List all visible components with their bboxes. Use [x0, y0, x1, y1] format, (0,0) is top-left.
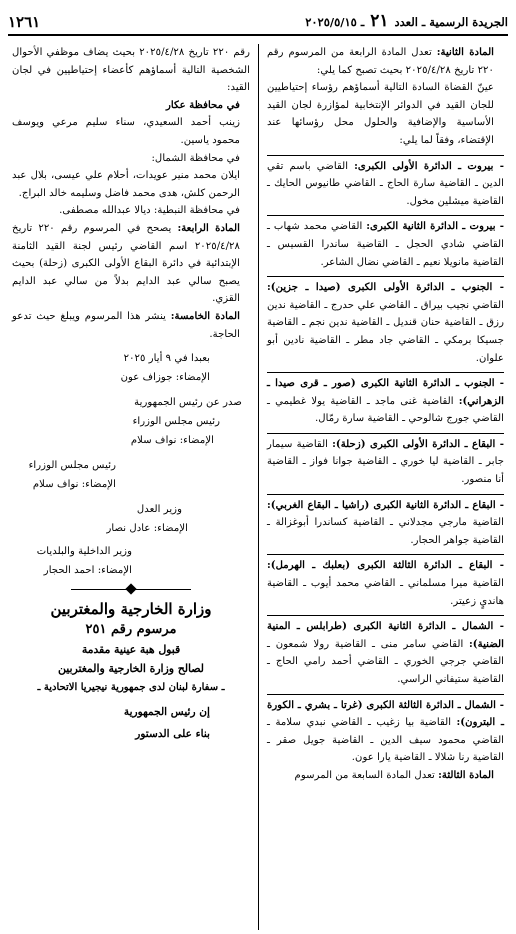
paragraph-text: تعدل المادة السابعة من المرسوم — [294, 769, 439, 781]
article-five-label: المادة الخامسة: — [170, 309, 240, 322]
paragraph-r3 — [267, 155, 504, 211]
paragraph-text: تعدل المادة الرابعة من المرسوم رقم ٢٢٠ تاريخ ٢٠٢٥/٤/٢٨ بحيث تصبح كما يلي: — [267, 47, 494, 76]
paragraph-r10 — [267, 615, 504, 688]
paragraph-r11 — [267, 694, 504, 767]
paragraph-r7 — [267, 433, 504, 489]
paragraph-r8 — [267, 494, 504, 550]
akkar-names: زينب أحمد السعيدي، سناء سليم مرعي ويوسف محمود ياسين. — [12, 117, 240, 146]
pm2-title: رئيس مجلس الوزراء — [28, 460, 116, 472]
paragraph-text: القاضية سيمار جابر ـ القاضية ليا خوري ـ القاضية جوانا فواز ـ القاضية أنا منصور. — [267, 438, 504, 486]
ministry-title: وزارة الخارجية والمغتربين — [50, 600, 212, 619]
paragraph-label: المادة الثانية: — [436, 46, 495, 58]
pm-title: رئيس مجلس الوزراء — [132, 416, 220, 428]
section-divider — [12, 584, 250, 594]
paragraph-label: - الجنوب ـ الدائرة الثانية الكبرى (صور ـ قرى صيدا ـ الزهراني): — [267, 377, 504, 407]
page-number: ١٢٦١ — [8, 13, 41, 31]
article-four — [12, 220, 250, 308]
paragraph-label: - البقاع ـ الدائرة الثانية الكبرى (راشيا ـ البقاع الغربي): — [267, 498, 504, 511]
right-column — [258, 44, 508, 930]
gazette-title — [305, 11, 508, 31]
paragraph-r2 — [267, 79, 504, 149]
article-five-text: ينشر هذا المرسوم ويبلغ حيث تدعو الحاجة. — [12, 310, 240, 340]
paragraph-r12 — [267, 767, 504, 785]
decree-subject-line-3: ـ سفارة لبنان لدى جمهورية نيجيريا الاتحادية ـ — [37, 682, 225, 694]
paragraph-r4 — [267, 215, 504, 271]
gazette-title-prefix: الجريدة الرسمية ـ العدد — [394, 15, 508, 29]
members-intro: رقم ٢٢٠ تاريخ ٢٠٢٥/٤/٢٨ بحيث يضاف موظفي الأحوال الشخصية التالية أسماؤهم كأعضاء إحتياطيين في لجان القيد: — [12, 47, 250, 94]
paragraph-label: - الشمال ـ الدائرة الثانية الكبرى (طرابلس ـ المنية الضنية): — [267, 620, 504, 650]
left-column — [8, 44, 258, 930]
paragraph-r6 — [267, 372, 504, 428]
paragraph-text: القاضي نجيب بيراق ـ القاضي علي حدرج ـ القاضية ندين رزق ـ القاضية حنان قنديل ـ القاضية ندين نجم ـ القاضية جسيكا برمكي ـ القاضي جاد مطر ـ القاضية نادين أبو علوان. — [267, 299, 504, 364]
decree-subject-line-2: لصالح وزارة الخارجية والمغتربين — [58, 662, 204, 676]
north-heading: في محافظة الشمال: — [151, 152, 240, 164]
issued-by-line: صدر عن رئيس الجمهورية — [134, 397, 242, 409]
article-four-text: يصحح في المرسوم رقم ٢٢٠ تاريخ ٢٠٢٥/٤/٢٨ اسم القاضي رئيس لجنة القيد الثامنة الإبتدائية في دائرة البقاع الأولى الكبرى (زحلة) بحيث يصبح سالي عبد الدايم بدلاً من سالي عبد الدايم القزي. — [12, 222, 240, 305]
paragraph-text: عينّ القضاة السادة التالية أسماؤهم رؤساء إحتياطيين للجان القيد في الدوائر الإنتخابية لمؤازرة لجان القيد الأساسية والإضافية والحلول محل رؤسائها عند الإقتضاء، وفقاً لما يلي: — [267, 82, 494, 146]
decree-title: مرسوم رقم ٢٥١ — [85, 622, 177, 638]
paragraph-text: القاضية غنى ماجد ـ القاضية يولا غطيمي ـ القاضي جورج شالوحي ـ القاضية سارة رمّال. — [267, 395, 504, 425]
pm-signature: الإمضاء: نواف سلام — [130, 435, 214, 447]
paragraph-label: المادة الثالثة: — [438, 768, 494, 781]
article-four-label: المادة الرابعة: — [177, 221, 240, 234]
issue-number: ٢١ — [370, 11, 389, 31]
decree-subject-line-1: قبول هبة عينية مقدمة — [81, 643, 181, 657]
constitution-line: بناء على الدستور — [135, 728, 210, 741]
paragraph-r5 — [267, 276, 504, 367]
paragraph-label: - الشمال ـ الدائرة الثالثة الكبرى (غرتا ـ بشري ـ الكورة ـ البترون): — [267, 698, 504, 729]
paragraph-label: - بيروت ـ الدائرة الأولى الكبرى: — [354, 159, 504, 172]
paragraph-label: - البقاع ـ الدائرة الثالثة الكبرى (بعلبك ـ الهرمل): — [267, 559, 504, 572]
paragraph-r1 — [267, 44, 504, 79]
president-line: إن رئيس الجمهورية — [123, 706, 210, 719]
paragraph-text: القاضي سامر منى ـ القاضية رولا شمعون ـ القاضي جرجي الخوري ـ القاضي أحمد رامي الحاج ـ القاضية ستيفاني الراسي. — [267, 638, 504, 685]
interior-minister-title: وزير الداخلية والبلديات — [36, 546, 132, 558]
paragraph-text: القاضية بيا زغيب ـ القاضي نبدي سلامة ـ القاضي محمود سيف الدين ـ القاضية جويل صقر ـ القاضية رنا شلالا ـ القاضية يارا عون. — [267, 717, 504, 764]
paragraph-text: القاضي محمد شهاب ـ القاضي شادي الحجل ـ القاضية ساندرا القسيس ـ القاضية مانويلا نعيم ـ القاضي نضال الشاعر. — [267, 221, 504, 268]
paragraph-r9 — [267, 554, 504, 610]
president-signature: الإمضاء: جوزاف عون — [120, 372, 210, 384]
justice-minister-signature: الإمضاء: عادل نصار — [106, 523, 188, 535]
north-names: ايلان محمد منير عويدات، أحلام علي عيسى، بلال عبد الرحمن كلش، هدى محمد فاضل وسليمه خالد البراج. — [12, 170, 240, 199]
paragraph-text: القاضية ميرا مسلماني ـ القاضي محمد أيوب ـ القاضية هانديٍ زعيتر. — [267, 578, 504, 607]
pm2-signature: الإمضاء: نواف سلام — [32, 479, 116, 491]
article-five — [12, 308, 250, 343]
paragraph-text: القاضية مارجي مجدلاني ـ القاضية كساندرا أبوغزالة ـ القاضية جواهر الحجار. — [267, 517, 504, 546]
interior-minister-signature: الإمضاء: احمد الحجار — [43, 565, 132, 577]
paragraph-label: - الجنوب ـ الدائرة الأولى الكبرى (صيدا ـ جزين): — [267, 281, 504, 294]
paragraph-text: القاضي باسم تقي الدين ـ القاضية سارة الحاج ـ القاضي طانيوس الحايك ـ القاضية ميشلين مخول. — [267, 160, 504, 207]
issue-date: ـ ٢٠٢٥/٥/١٥ — [305, 15, 365, 29]
akkar-heading: في محافظة عكار — [165, 98, 240, 111]
paragraph-label: - البقاع ـ الدائرة الأولى الكبرى (زحلة): — [332, 437, 504, 450]
page-body — [8, 44, 508, 930]
page-header — [8, 6, 508, 36]
signing-date: بعبدا في ٩ أيار ٢٠٢٥ — [123, 353, 210, 365]
justice-minister-title: وزير العدل — [136, 504, 182, 516]
nabatieh-line: في محافظة النبطية: ديالا عبدالله مصطفى. — [59, 205, 240, 217]
paragraph-label: - بيروت ـ الدائرة الثانية الكبرى: — [366, 220, 505, 233]
